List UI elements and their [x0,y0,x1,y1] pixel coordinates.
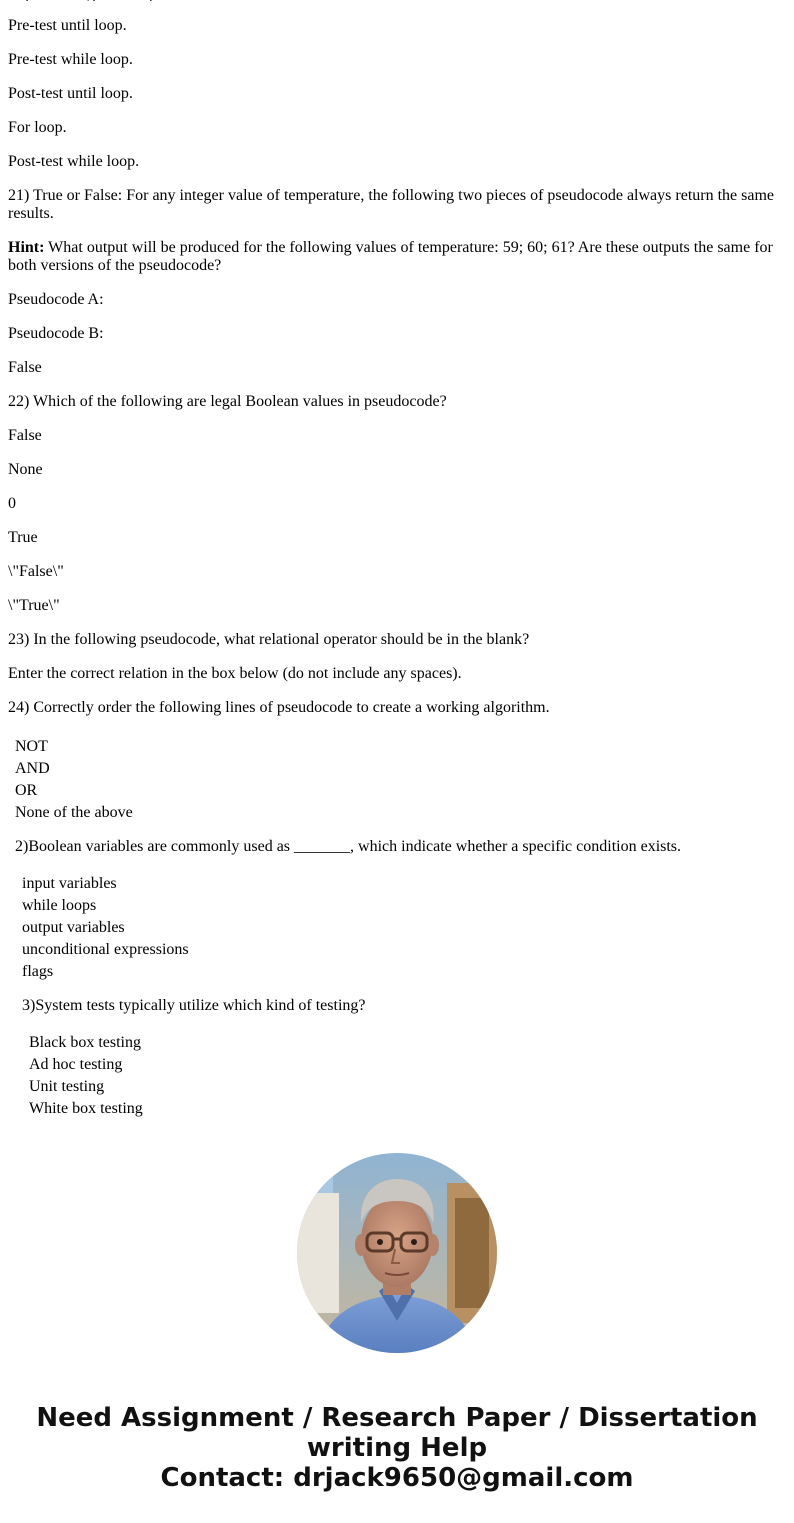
q20-option: Post-test while loop. [8,153,140,170]
option-item: flags [22,963,54,980]
nested-question-block [22,873,786,1120]
q23-instruction: Enter the correct relation in the box below (do not include any spaces). [8,665,462,682]
person-photo-icon [297,1153,497,1353]
option-item: Ad hoc testing [29,1056,123,1073]
q20-option: For loop. [8,119,67,136]
option-item: None of the above [15,804,133,821]
option-item: OR [15,782,38,799]
pseudocode-a-label: Pseudocode A: [8,291,104,308]
option-item: while loops [22,897,97,914]
option-item: White box testing [29,1100,143,1117]
nested-question-block [29,1032,786,1120]
q22-option: False [8,427,42,444]
author-avatar [297,1153,497,1353]
option-item: Black box testing [29,1034,141,1051]
question-23: 23) In the following pseudocode, what relational operator should be in the blank? [8,631,530,648]
hint-text: What output will be produced for the following values of temperature: 59; 60; 61? Are these outputs the same for both versions of the pseudocode? [8,239,773,274]
q22-option: True [8,529,38,546]
footer-contact: Contact: drjack9650@gmail.com [160,1463,634,1493]
option-list [15,736,786,824]
question-3: 3)System tests typically utilize which kind of testing? [22,997,366,1014]
pseudocode-b-label: Pseudocode B: [8,325,104,342]
q22-option: \"False\" [8,563,64,580]
option-item: output variables [22,919,125,936]
q21-answer: False [8,359,42,376]
option-item: NOT [15,738,48,755]
question-22: 22) Which of the following are legal Boolean values in pseudocode? [8,393,447,410]
option-list [29,1032,786,1120]
q20-option: Pre-test while loop. [8,51,133,68]
question-21: 21) True or False: For any integer value of temperature, the following two pieces of pseudocode always return the same results. [8,187,775,222]
option-list [22,873,786,983]
q22-option: None [8,461,43,478]
contact-footer [0,1403,794,1493]
option-item: AND [15,760,50,777]
footer-headline: Need Assignment / Research Paper / Dissertation writing Help [36,1403,758,1463]
q20-option: Post-test until loop. [8,85,133,102]
cut-off-question-text [8,0,786,1]
hint-label: Hint: [8,239,45,256]
q22-option: 0 [8,495,16,512]
question-24: 24) Correctly order the following lines of pseudocode to create a working algorithm. [8,699,550,716]
nested-question-block [15,736,786,1120]
q20-option: Pre-test until loop. [8,17,127,34]
option-item: Unit testing [29,1078,105,1095]
document-body [8,0,786,1120]
hint-paragraph [8,239,786,275]
q22-option: \"True\" [8,597,60,614]
option-item: unconditional expressions [22,941,189,958]
question-2: 2)Boolean variables are commonly used as _______, which indicate whether a specific condition exists. [15,838,682,855]
option-item: input variables [22,875,117,892]
